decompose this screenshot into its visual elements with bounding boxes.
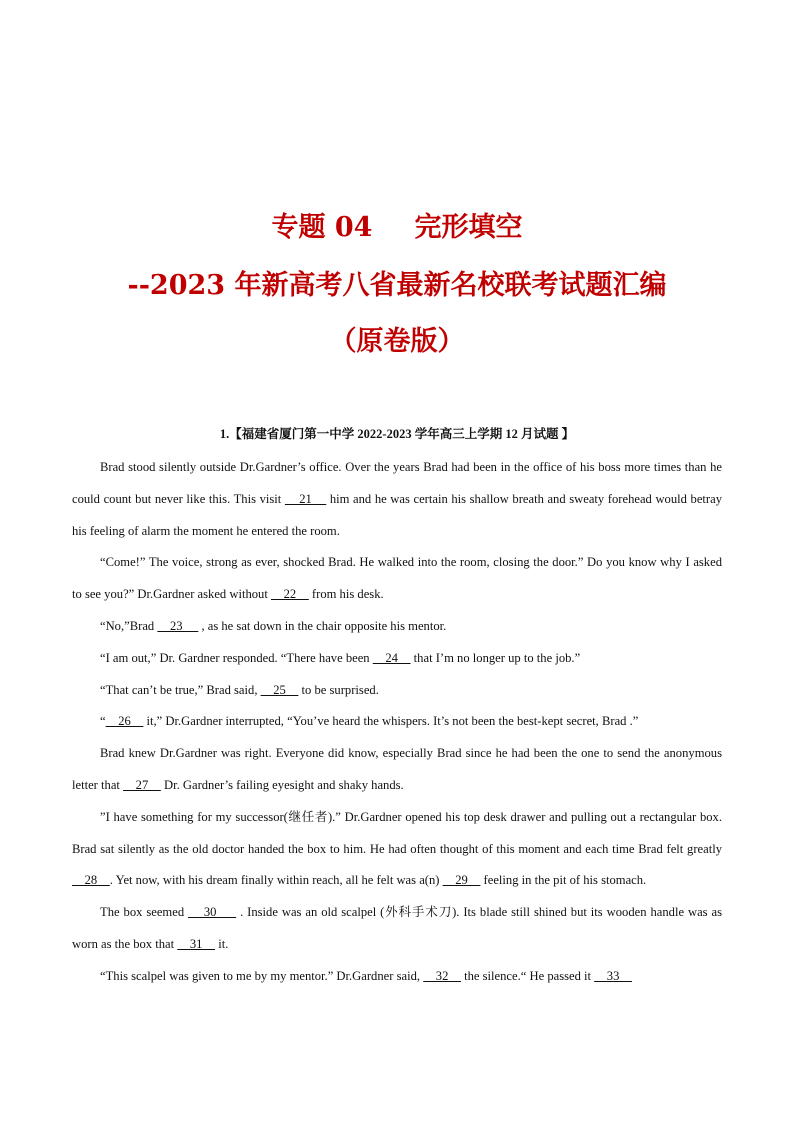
answer-blank: 22: [271, 587, 309, 602]
passage-paragraph: [72, 643, 722, 675]
answer-blank: 32: [423, 968, 461, 983]
paragraph-text: “No,”Brad: [100, 618, 158, 633]
passage-paragraph: [72, 706, 722, 738]
answer-blank: 33: [594, 968, 632, 983]
question-heading: 1.【福建省厦门第一中学 2022-2023 学年高三上学期 12 月试题 】: [219, 427, 575, 441]
paragraph-text: it.: [215, 936, 229, 951]
answer-blank: 26: [105, 714, 144, 729]
passage-paragraph: [72, 738, 722, 802]
paragraph-text: The box seemed: [100, 905, 189, 920]
paragraph-text: feeling in the pit of his stomach.: [480, 873, 647, 888]
paragraph-text: “Come!” The voice, strong as ever, shocked Brad. He walked into the room, closing the door.” Do you know why I asked to see you?” Dr.Gardner asked without: [72, 555, 722, 602]
paragraph-text: “This scalpel was given to me by my mentor.” Dr.Gardner said,: [100, 968, 424, 983]
answer-blank: 29: [442, 873, 481, 888]
answer-blank: 24: [372, 650, 411, 665]
paragraph-text: it,” Dr.Gardner interrupted, “You’ve heard the whispers. It’s not been the best-kept secret, Brad .”: [143, 714, 639, 729]
answer-blank: 31: [177, 936, 216, 951]
paragraph-text: . Inside was an old scalpel (外科手术刀). Its blade still shined but its wooden handle was as worn as the box that: [72, 905, 722, 951]
passage-paragraph: [72, 802, 722, 897]
passage-paragraph: [72, 452, 722, 547]
passage-paragraph: [72, 611, 722, 643]
topic-number: 专题 04: [271, 212, 373, 243]
topic-name: 完形填空: [414, 212, 523, 243]
paragraph-text: the silence.“ He passed it: [460, 968, 595, 983]
answer-blank: 28: [72, 873, 110, 888]
paragraph-text: “: [100, 714, 106, 729]
document-title-line3: （原卷版）: [329, 326, 465, 357]
paragraph-text: Dr. Gardner’s failing eyesight and shaky hands.: [160, 777, 404, 792]
document-title-line1: [0, 212, 794, 244]
paragraph-text: , as he sat down in the chair opposite his mentor.: [198, 618, 447, 633]
paragraph-text: “I am out,” Dr. Gardner responded. “There have been: [100, 650, 373, 665]
passage-paragraph: [72, 897, 722, 961]
paragraph-text: Brad knew Dr.Gardner was right. Everyone did know, especially Brad since he had been the one to send the anonymous letter that: [72, 746, 722, 792]
passage-paragraph: [72, 547, 722, 611]
passage-paragraph: [72, 961, 722, 993]
paragraph-text: that I’m no longer up to the job.”: [410, 650, 581, 665]
answer-blank: 30: [188, 905, 237, 920]
document-title-line2: --2023 年新高考八省最新名校联考试题汇编: [127, 270, 667, 301]
paragraph-text: him and he was certain his shallow breath and sweaty forehead would betray his feeling of alarm the moment he entered the room.: [72, 491, 722, 538]
cloze-passage: [72, 452, 722, 993]
paragraph-text: Brad stood silently outside Dr.Gardner’s office. Over the years Brad had been in the office of his boss more times than he could count but never like this. This visit: [72, 460, 722, 506]
answer-blank: 23: [157, 618, 199, 633]
paragraph-text: ”I have something for my successor(继任者).” Dr.Gardner opened his top desk drawer and pulling out a rectangular box. Brad sat silently as the old doctor handed the box to him. He had often thought of this moment and each time Brad felt greatly: [72, 809, 722, 856]
answer-blank: 27: [123, 777, 161, 792]
passage-paragraph: [72, 675, 722, 707]
paragraph-text: from his desk.: [308, 587, 384, 602]
answer-blank: 21: [284, 491, 327, 506]
paragraph-text: . Yet now, with his dream finally within reach, all he felt was a(n): [109, 873, 443, 888]
answer-blank: 25: [260, 682, 299, 697]
paragraph-text: to be surprised.: [298, 682, 379, 697]
paragraph-text: “That can’t be true,” Brad said,: [100, 682, 261, 697]
